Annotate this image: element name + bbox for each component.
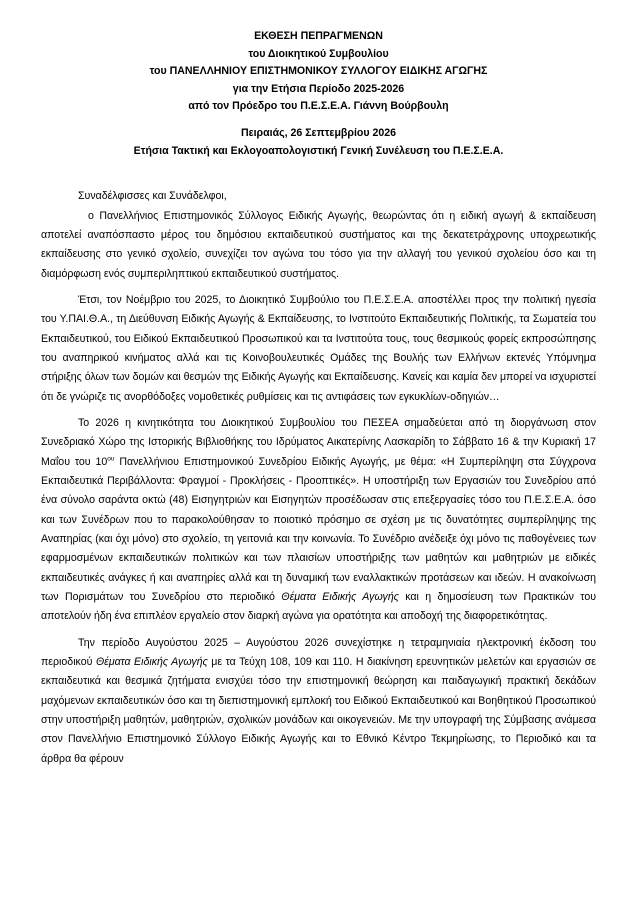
paragraph-3-text-a: Το 2026 η κινητικότητα του Διοικητικού Συμβουλίου του ΠΕΣΕΑ σημαδεύεται από τη διοργάνωση στον Συνεδριακό Χώρο της Ιστορικής Βιβλιοθήκης του Ιδρύματος Αικατερίνης Λασκαρίδη το Σάββατο 16 & την Κυριακή 17 Μαΐου του 10 — [41, 416, 596, 468]
report-title: ΕΚΘΕΣΗ ΠΕΠΡΑΓΜΕΝΩΝ — [254, 30, 383, 42]
journal-title: Θέματα Ειδικής Αγωγής — [95, 656, 208, 669]
header-event-line: Ετήσια Τακτική και Εκλογοαπολογιστική Γενική Συνέλευση του Π.Ε.Σ.Ε.Α. — [133, 144, 504, 157]
paragraph-4-text-a: Την περίοδο Αυγούστου 2025 – Αυγούστου 2026 συνεχίστηκε η τετραμηνιαία ηλεκτρονική έκδοση του περιοδικού — [41, 636, 596, 669]
paragraph-2: Έτσι, τον Νοέμβριο του 2025, το Διοικητικό Συμβούλιο του Π.Ε.Σ.Ε.Α. αποστέλλει προς την πολιτική ηγεσία του Υ.ΠΑΙ.Θ.Α., τη Διεύθυνση Ειδικής Αγωγής & Εκπαίδευσης, το Ινστιτούτο Εκπαιδευτικής Πολιτικής, τα Σωματεία του Εκπαιδευτικού, του Ειδικού Εκπαιδευτικού Προσωπικού και τα Ινστιτούτα τους, τους θεσμικούς φορείς εκπροσώπησης του αναπηρικού κινήματος αλλά και τις Κοινοβουλευτικές Ομάδες της Βουλής των Ελλήνων εκτενές Υπόμνημα στήριξης όλων των δομών και θεσμών της Ειδικής Αγωγής και Εκπαίδευσης. Κανείς και καμία δεν μπορεί να ισχυριστεί ότι δε γνώριζε τις ανορθόδοξες νομοθετικές ρυθμίσεις και τις αντιφάσεις των εγκυκλίων-οδηγιών… — [41, 293, 596, 403]
header-period-line: για την Ετήσια Περίοδο 2025-2026 — [232, 82, 405, 95]
paragraph-1: ο Πανελλήνιος Επιστημονικός Σύλλογος Ειδικής Αγωγής, θεωρώντας ότι η ειδική αγωγή & εκπαίδευση αποτελεί αναπόσπαστο μέρος του δημόσιου εκπαιδευτικού συστήματος και της δεκατετράχρονης υποχρεωτικής εκπαίδευσης στο γενικό σχολείο, συνεχίζει τον αγώνα του τόσο για την αλλαγή του γενικού σχολείου όσο και τη διαμόρφωση ενός συμπεριληπτικού εκπαιδευτικού συστήματος. — [41, 209, 596, 280]
paragraph-4-text-b: με τα Τεύχη 108, 109 και 110. Η διακίνηση ερευνητικών μελετών και εργασιών σε εκπαιδευτικά και θεσμικά ζητήματα ενισχύει τόσο την επιστημονική θεώρηση και παιδαγωγική πρακτική δεκάδων μαχόμενων εκπαιδευτικών όσο και τη διεπιστημονική εμπλοκή του Ειδικού Εκπαιδευτικού και Βοηθητικού Προσωπικού στην υποστήριξη μαθητών, μαθητριών, σχολικών μονάδων και οικογενειών. Με την υπογραφή της Σύμβασης ανάμεσα στον Πανελλήνιο Επιστημονικό Σύλλογο Ειδικής Αγωγής και το Εθνικό Κέντρο Τεκμηρίωσης, το Περιοδικό και τα άρθρα θα φέρουν — [41, 656, 596, 765]
report-body — [41, 187, 596, 769]
greeting: Συναδέλφισσες και Συνάδελφοι, — [78, 190, 227, 203]
header-board-line: του Διοικητικού Συμβουλίου — [248, 47, 389, 60]
paragraph-3-text-c: και η δημοσίευση των Πρακτικών του αποτελούν ήδη ένα επιπλέον εργαλείο στον διαρκή αγώνα για ορατότητα και αποδοχή της διαφορετικότητας. — [41, 591, 597, 623]
paragraph-4 — [41, 634, 596, 769]
header-president-line: από τον Πρόεδρο του Π.Ε.Σ.Ε.Α. Γιάννη Βούρβουλη — [188, 100, 449, 113]
ordinal-superscript: ου — [107, 455, 115, 463]
header-association-line: του ΠΑΝΕΛΛΗΝΙΟΥ ΕΠΙΣΤΗΜΟΝΙΚΟΥ ΣΥΛΛΟΓΟΥ ΕΙΔΙΚΗΣ ΑΓΩΓΗΣ — [149, 65, 488, 78]
header-spacer — [41, 116, 596, 125]
paragraph-3 — [41, 414, 596, 627]
journal-title: Θέματα Ειδικής Αγωγής — [281, 591, 399, 604]
report-header — [41, 28, 596, 160]
header-place-date: Πειραιάς, 26 Σεπτεμβρίου 2026 — [240, 126, 397, 139]
paragraph-3-text-b: Πανελλήνιου Επιστημονικού Συνεδρίου Ειδικής Αγωγής, με θέμα: «Η Συμπερίληψη στα Σύγχρονα Εκπαιδευτικά Περιβάλλοντα: Φραγμοί - Προκλήσεις - Προοπτικές». Η υποστήριξη των Εργασιών του Συνεδρίου από ένα σύνολο σαράντα οκτώ (48) Εισηγητριών και Εισηγητών προσέδωσαν στις επεξεργασίες τόσο του Π.Ε.Σ.Ε.Α. όσο και των Συνέδρων που το παρακολούθησαν το ποιοτικό πρόσημο σε σχέση με τις δυνατότητες συμπερίληψης της Αναπηρίας (και όχι μόνο) στο σχολείο, τη γειτονιά και την κοινωνία. Το Συνέδριο ανέδειξε όχι μόνο τις παθογένειες των εφαρμοσμένων εκπαιδευτικών πολιτικών και των πλαισίων υποστήριξης των μαθητών και μαθητριών με ειδικές εκπαιδευτικές ανάγκες ή και αναπηρίες αλλά και τη δυναμική των εναλλακτικών προτάσεων και ιδεών. Η ανακοίνωση των Πορισμάτων του Συνεδρίου στο περιοδικό — [41, 455, 596, 604]
